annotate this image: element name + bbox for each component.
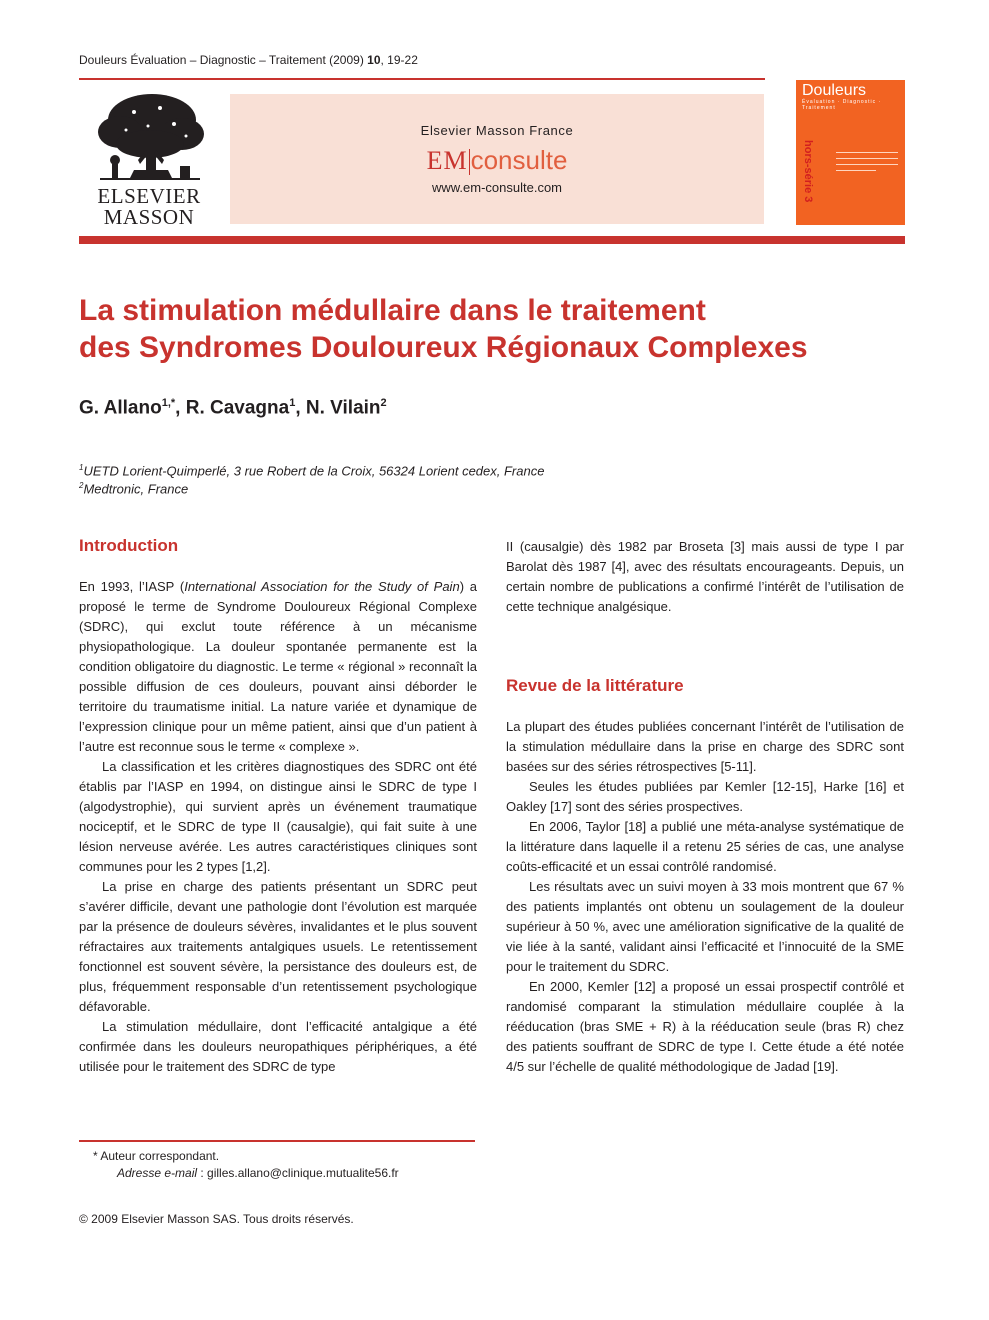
author-name: G. Allano bbox=[79, 397, 162, 419]
author-affiliation-marker: 1,* bbox=[161, 397, 176, 409]
affiliation bbox=[79, 463, 544, 478]
journal-volume: 10 bbox=[367, 53, 381, 67]
section-heading-introduction: Introduction bbox=[79, 536, 179, 555]
paragraph-italic: International Association for the Study of Pain bbox=[184, 579, 460, 594]
paragraph: La plupart des études publiées concernant l’intérêt de l’utilisation de la stimulation médullaire dans la prise en charge des SDRC sont basées sur des séries rétrospectives [5-11]. bbox=[506, 719, 904, 774]
author-name: R. Cavagna bbox=[185, 397, 290, 419]
body-column-right bbox=[506, 717, 904, 1077]
paragraph: Seules les études publiées par Kemler [12-15], Harke [16] et Oakley [17] sont des séries prospectives. bbox=[506, 779, 904, 814]
journal-cover bbox=[796, 80, 905, 225]
masthead-rule bbox=[79, 236, 905, 244]
author-separator: , bbox=[295, 397, 306, 419]
footnote-email bbox=[117, 1166, 399, 1180]
email-label: Adresse e-mail bbox=[117, 1166, 198, 1180]
em-consulte-url[interactable]: www.em-consulte.com bbox=[431, 180, 563, 195]
article-title bbox=[79, 292, 919, 366]
affiliation-text: Medtronic, France bbox=[83, 481, 189, 497]
copyright-notice: © 2009 Elsevier Masson SAS. Tous droits réservés. bbox=[79, 1212, 354, 1226]
section-heading-revue: Revue de la littérature bbox=[506, 676, 684, 695]
paragraph bbox=[79, 577, 477, 757]
author-affiliation-marker: 2 bbox=[380, 397, 387, 409]
affiliation-marker: 1 bbox=[79, 463, 84, 472]
footnote-corresponding: * Auteur correspondant. bbox=[93, 1149, 220, 1163]
paragraph: Les résultats avec un suivi moyen à 33 mois montrent que 67 % des patients implantés ont obtenu un soulagement de la douleur supérieur à 50 %, avec une amélioration significative de la qualité de vie liée à la santé, validant ainsi l’efficacité et l’innocuité de la SME pour le traitement du SDRC. bbox=[506, 879, 904, 974]
header-rule bbox=[79, 78, 765, 80]
paragraph-text: En 1993, l’IASP ( bbox=[79, 579, 185, 594]
cover-text-line bbox=[836, 170, 876, 171]
affiliation bbox=[79, 481, 188, 496]
logo-wordmark-elsevier: ELSEVIER bbox=[97, 184, 201, 208]
em-logo-consulte: consulte bbox=[470, 145, 568, 175]
cover-subtitle: Évaluation · Diagnostic · Traitement bbox=[802, 99, 882, 111]
footnote-rule bbox=[79, 1140, 475, 1142]
cover-side-label: hors-série 3 bbox=[802, 140, 814, 203]
cover-text-line bbox=[836, 152, 898, 153]
logo-wordmark-masson: MASSON bbox=[103, 205, 195, 229]
body-column-left bbox=[79, 577, 477, 1077]
affiliation-marker: 2 bbox=[79, 481, 84, 490]
author-affiliation-marker: 1 bbox=[289, 397, 296, 409]
paragraph: La stimulation médullaire, dont l’efficacité antalgique a été confirmée dans les douleurs neuropathiques périphériques, a été utilisée pour le traitement des SDRC de type bbox=[79, 1019, 477, 1074]
journal-name: Douleurs Évaluation – Diagnostic – Traitement (2009) bbox=[79, 53, 368, 67]
cover-text-line bbox=[836, 164, 898, 165]
body-column-right-top bbox=[506, 537, 904, 617]
paragraph-text: ) a proposé le terme de Syndrome Douloureux Régional Complexe (SDRC), qui exclut toute référence à un mécanisme physiopathologique. La douleur spontanée permanente est la condition obligatoire du diagnostic. Le terme « régional » reconnaît la possible diffusion de ces douleurs, pouvant ainsi déborder le territoire du traumatisme initial. La nature variée et dynamique de l’expression clinique pour un même patient, ainsi que d’un patient à l’autre est reconnue sous le terme « complexe ». bbox=[79, 579, 478, 754]
affiliation-text: UETD Lorient-Quimperlé, 3 rue Robert de la Croix, 56324 Lorient cedex, France bbox=[83, 463, 545, 479]
cover-title: Douleurs bbox=[802, 82, 867, 99]
author-separator: , bbox=[175, 397, 186, 419]
email-separator: : bbox=[197, 1166, 208, 1180]
email-link[interactable]: gilles.allano@clinique.mutualite56.fr bbox=[207, 1166, 399, 1180]
paragraph: La classification et les critères diagnostiques des SDRC ont été établis par l’IASP en 1994, on distingue ainsi le SDRC de type I (algodystrophie), qui survient après un événement traumatique nociceptif, et le SDRC de type II (causalgie), qui fait suite à une lésion nerveuse avérée. Les autres caractéristiques cliniques sont communes pour les 2 types [1,2]. bbox=[79, 759, 477, 874]
publisher-name: Elsevier Masson France bbox=[420, 123, 574, 138]
cover-text-line bbox=[836, 158, 898, 159]
paragraph: En 2000, Kemler [12] a proposé un essai prospectif contrôlé et randomisé comparant la stimulation médullaire couplée à la rééducation (bras SME + R) à la rééducation seule (bras R) chez des patients souffrant de SDRC de type I. Cette étude a été notée 4/5 sur l’échelle de qualité méthodologique de Jadad [19]. bbox=[506, 979, 904, 1074]
journal-reference bbox=[79, 53, 418, 67]
paragraph: II (causalgie) dès 1982 par Broseta [3] mais aussi de type I par Barolat dès 1987 [4], avec des résultats encourageants. Depuis, un certain nombre de publications a confirmé l’intérêt de l’utilisation de cette technique analgésique. bbox=[506, 539, 904, 614]
author-name: N. Vilain bbox=[305, 397, 381, 419]
em-logo-divider bbox=[469, 149, 470, 175]
article-title-line: La stimulation médullaire dans le traitement bbox=[79, 294, 706, 327]
journal-pages: , 19-22 bbox=[380, 53, 418, 67]
em-logo-em: EM bbox=[426, 146, 468, 175]
paragraph: En 2006, Taylor [18] a publié une méta-analyse systématique de la littérature dans laquelle il a retenu 25 séries de cas, une analyse coûts-efficacité et un essai contrôlé randomisé. bbox=[506, 819, 904, 874]
em-consulte-logo bbox=[230, 145, 764, 176]
paragraph: La prise en charge des patients présentant un SDRC peut s’avérer difficile, devant une pathologie dont l’évolution est marquée par la présence de douleurs sévères, invalidantes et le plus souvent réfractaires aux traitements antalgiques usuels. Le retentissement fonctionnel est souvent sévère, la persistance des douleurs est, de plus, fréquemment responsable d’un retentissement psychologique défavorable. bbox=[79, 879, 477, 1014]
article-title-line: des Syndromes Douloureux Régionaux Complexes bbox=[79, 331, 808, 364]
author-list bbox=[79, 397, 387, 419]
